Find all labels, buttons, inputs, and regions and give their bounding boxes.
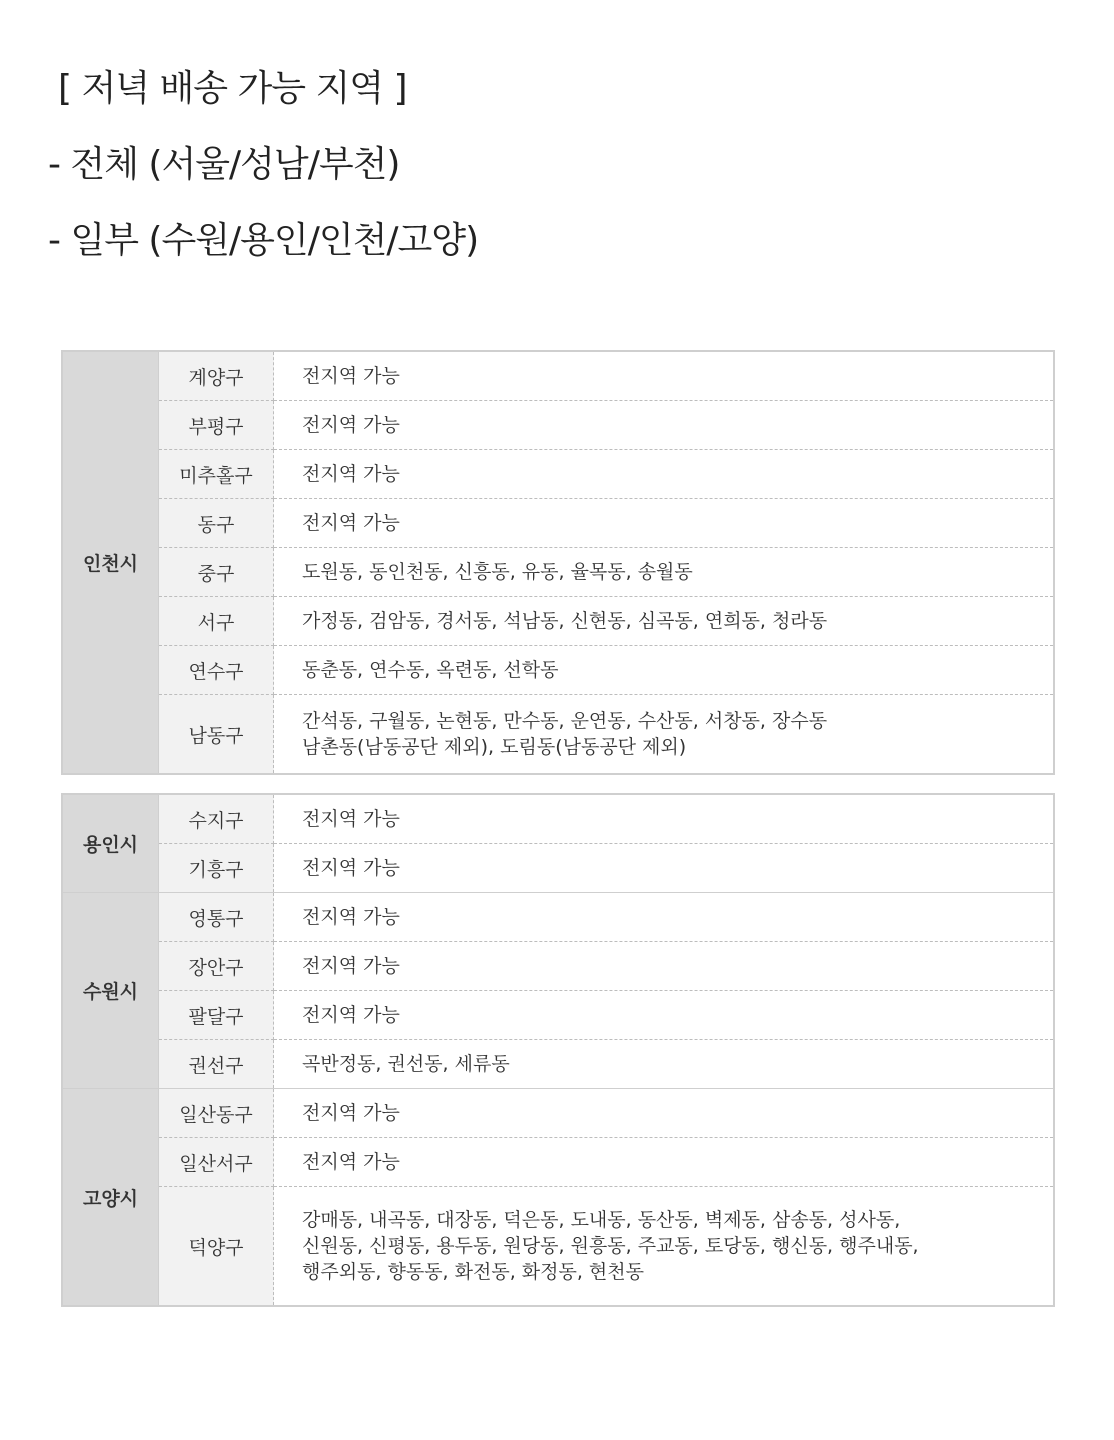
district-cell: 일산동구 [159,1089,274,1138]
district-cell: 수지구 [159,794,274,844]
area-line: 전지역 가능 [302,463,400,485]
district-cell: 팔달구 [159,991,274,1040]
area-cell [274,401,1055,450]
area-cell [274,597,1055,646]
area-cell [274,794,1055,844]
area-cell [274,450,1055,499]
district-cell: 계양구 [159,351,274,401]
area-cell [274,1138,1055,1187]
table-row [62,351,1054,401]
area-line: 전지역 가능 [302,955,400,977]
area-cell [274,499,1055,548]
city-cell: 용인시 [62,794,159,893]
area-line: 강매동, 내곡동, 대장동, 덕은동, 도내동, 동산동, 벽제동, 삼송동, 성사동, [302,1209,901,1231]
area-line: 동춘동, 연수동, 옥련동, 선학동 [302,659,559,681]
district-cell: 장안구 [159,942,274,991]
table-row [62,1138,1054,1187]
district-cell: 중구 [159,548,274,597]
table-row [62,794,1054,844]
table-row [62,450,1054,499]
heading-title: [ 저녁 배송 가능 지역 ] [58,68,407,109]
area-cell [274,1089,1055,1138]
area-cell [274,1040,1055,1089]
table-row [62,597,1054,646]
area-cell [274,1187,1055,1307]
area-cell [274,844,1055,893]
area-cell [274,548,1055,597]
table-row [62,548,1054,597]
district-cell: 덕양구 [159,1187,274,1307]
district-cell: 권선구 [159,1040,274,1089]
table-row [62,646,1054,695]
table-row [62,893,1054,942]
area-line: 전지역 가능 [302,857,400,879]
table-row [62,1089,1054,1138]
area-line: 전지역 가능 [302,414,400,436]
district-cell: 연수구 [159,646,274,695]
area-line: 곡반정동, 권선동, 세류동 [302,1053,510,1075]
area-line: 전지역 가능 [302,906,400,928]
table-row [62,844,1054,893]
incheon-table [61,350,1055,775]
table-row [62,991,1054,1040]
table-row [62,695,1054,775]
table-row [62,1040,1054,1089]
area-line: 전지역 가능 [302,1102,400,1124]
district-cell: 미추홀구 [159,450,274,499]
area-line: 전지역 가능 [302,1151,400,1173]
area-line: 전지역 가능 [302,365,400,387]
table-row [62,1187,1054,1307]
area-line: 전지역 가능 [302,808,400,830]
area-line: 전지역 가능 [302,1004,400,1026]
table-row [62,401,1054,450]
area-cell [274,991,1055,1040]
heading-full-coverage: - 전체 (서울/성남/부천) [48,144,400,185]
area-line: 신원동, 신평동, 용두동, 원당동, 원흥동, 주교동, 토당동, 행신동, 행주내동, [302,1235,919,1257]
area-line: 전지역 가능 [302,512,400,534]
district-cell: 부평구 [159,401,274,450]
district-cell: 서구 [159,597,274,646]
area-cell [274,942,1055,991]
city-cell: 고양시 [62,1089,159,1307]
area-line: 행주외동, 향동동, 화전동, 화정동, 현천동 [302,1261,644,1283]
area-line: 도원동, 동인천동, 신흥동, 유동, 율목동, 송월동 [302,561,693,583]
area-cell [274,893,1055,942]
area-line: 남촌동(남동공단 제외), 도림동(남동공단 제외) [302,736,687,758]
area-cell [274,646,1055,695]
city-cell: 인천시 [62,351,159,774]
area-line: 간석동, 구월동, 논현동, 만수동, 운연동, 수산동, 서창동, 장수동 [302,710,828,732]
area-cell [274,351,1055,401]
heading-partial-coverage: - 일부 (수원/용인/인천/고양) [48,220,479,261]
table-row [62,942,1054,991]
district-cell: 영통구 [159,893,274,942]
city-cell: 수원시 [62,893,159,1089]
district-cell: 남동구 [159,695,274,775]
gyeonggi-table [61,793,1055,1307]
district-cell: 동구 [159,499,274,548]
district-cell: 기흥구 [159,844,274,893]
table-row [62,499,1054,548]
area-line: 가정동, 검암동, 경서동, 석남동, 신현동, 심곡동, 연희동, 청라동 [302,610,828,632]
area-cell [274,695,1055,775]
district-cell: 일산서구 [159,1138,274,1187]
